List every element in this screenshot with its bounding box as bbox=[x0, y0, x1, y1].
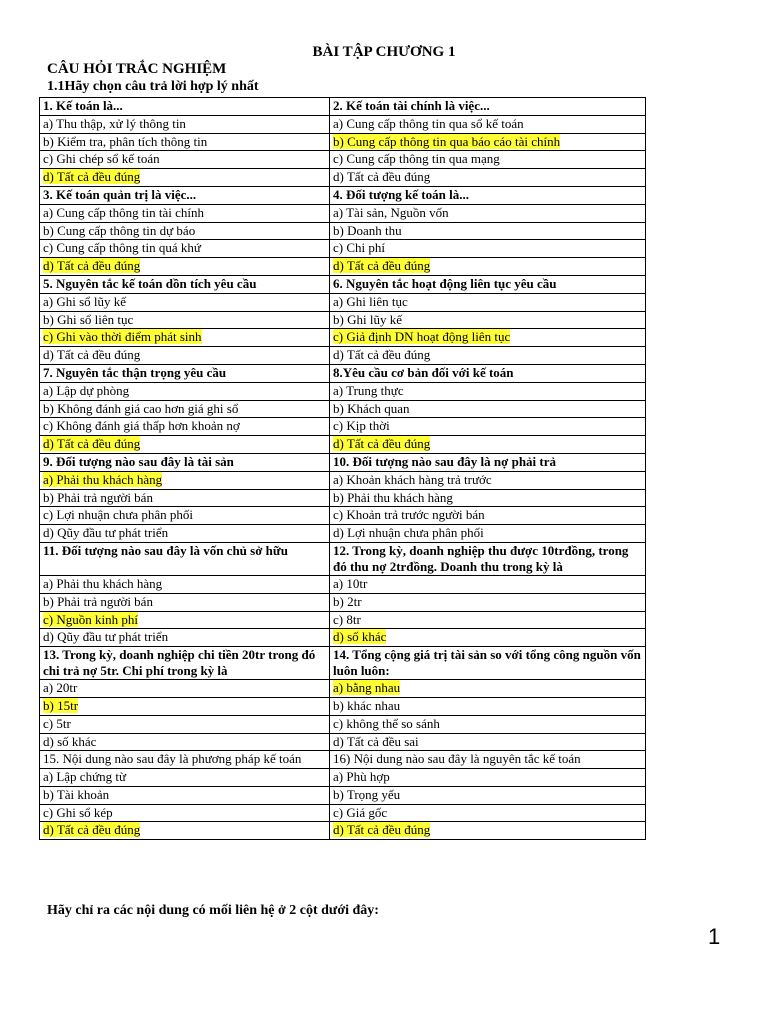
answer-row bbox=[40, 769, 646, 787]
answer-cell bbox=[330, 751, 646, 769]
answer-row bbox=[40, 629, 646, 647]
answer-cell bbox=[40, 680, 330, 698]
answer-row bbox=[40, 733, 646, 751]
answer-cell bbox=[40, 715, 330, 733]
answer-row bbox=[40, 751, 646, 769]
answer-cell bbox=[40, 471, 330, 489]
answer-text: a) Phù hợp bbox=[333, 769, 390, 785]
answer-text: b) Không đánh giá cao hơn giá ghi sổ bbox=[43, 400, 239, 416]
answer-cell bbox=[330, 169, 646, 187]
answer-cell bbox=[330, 400, 646, 418]
answer-cell bbox=[40, 169, 330, 187]
answer-row bbox=[40, 697, 646, 715]
section-subheading: 1.1Hãy chọn câu trả lời hợp lý nhất bbox=[47, 79, 259, 94]
answer-row bbox=[40, 382, 646, 400]
answer-row bbox=[40, 680, 646, 698]
answer-text: d) Tất cả đều đúng bbox=[43, 347, 141, 363]
answer-row bbox=[40, 715, 646, 733]
answer-text: a) Cung cấp thông tin qua sổ kế toán bbox=[333, 115, 524, 131]
highlighted-answer-text: d) Tất cả đều đúng bbox=[43, 169, 141, 185]
answer-text: b) Phải trả người bán bbox=[43, 593, 153, 609]
answer-row bbox=[40, 786, 646, 804]
answer-cell bbox=[330, 436, 646, 454]
answer-text: a) Khoản khách hàng trả trước bbox=[333, 471, 492, 487]
answer-text: a) Thu thập, xử lý thông tin bbox=[43, 115, 186, 131]
answer-row bbox=[40, 329, 646, 347]
answer-cell bbox=[40, 418, 330, 436]
answer-cell bbox=[330, 222, 646, 240]
answer-cell bbox=[40, 400, 330, 418]
question-row bbox=[40, 542, 646, 575]
answer-text: a) 10tr bbox=[333, 575, 368, 591]
question-cell bbox=[40, 453, 330, 471]
question-text: 9. Đối tượng nào sau đây là tài sản bbox=[43, 453, 234, 469]
answer-cell bbox=[40, 611, 330, 629]
answer-cell bbox=[40, 769, 330, 787]
question-text: 14. Tổng cộng giá trị tài sản so với tổng công nguồn vốn luôn luôn: bbox=[333, 647, 641, 679]
answer-text: d) số khác bbox=[43, 733, 97, 749]
answer-cell bbox=[330, 311, 646, 329]
highlighted-answer-text: d) Tất cả đều đúng bbox=[333, 822, 431, 838]
answer-cell bbox=[40, 489, 330, 507]
answer-cell bbox=[330, 347, 646, 365]
answer-cell bbox=[40, 311, 330, 329]
question-cell bbox=[330, 98, 646, 116]
answer-text: b) Phải trả người bán bbox=[43, 489, 153, 505]
highlighted-answer-text: d) Tất cả đều đúng bbox=[43, 258, 141, 274]
question-cell bbox=[40, 98, 330, 116]
answer-text: d) Tất cả đều sai bbox=[333, 733, 419, 749]
answer-cell bbox=[40, 804, 330, 822]
answer-cell bbox=[330, 525, 646, 543]
answer-row bbox=[40, 436, 646, 454]
answer-row bbox=[40, 151, 646, 169]
answer-row bbox=[40, 489, 646, 507]
answer-cell bbox=[40, 347, 330, 365]
answer-cell bbox=[330, 697, 646, 715]
answer-text: a) Phải thu khách hàng bbox=[43, 575, 163, 591]
answer-text: c) Lợi nhuận chưa phân phối bbox=[43, 507, 194, 523]
answer-cell bbox=[40, 204, 330, 222]
answer-cell bbox=[40, 525, 330, 543]
answer-cell bbox=[330, 471, 646, 489]
question-cell bbox=[330, 542, 646, 575]
answer-text: d) Lợi nhuận chưa phân phối bbox=[333, 525, 484, 541]
answer-cell bbox=[330, 258, 646, 276]
answer-row bbox=[40, 593, 646, 611]
answer-cell bbox=[330, 822, 646, 840]
question-text: 5. Nguyên tắc kế toán dồn tích yêu cầu bbox=[43, 275, 257, 291]
answer-cell bbox=[330, 329, 646, 347]
answer-cell bbox=[40, 507, 330, 525]
answer-text: b) Phải thu khách hàng bbox=[333, 489, 453, 505]
answer-text: b) Trọng yếu bbox=[333, 786, 401, 802]
question-cell bbox=[40, 186, 330, 204]
answer-text: c) Cung cấp thông tin qua mạng bbox=[333, 151, 500, 167]
answer-cell bbox=[40, 222, 330, 240]
highlighted-answer-text: d) Tất cả đều đúng bbox=[43, 822, 141, 838]
highlighted-answer-text: c) Nguồn kinh phí bbox=[43, 611, 138, 627]
answer-cell bbox=[40, 115, 330, 133]
answer-text: c) Giá gốc bbox=[333, 804, 388, 820]
answer-text: a) Lập chứng từ bbox=[43, 769, 127, 785]
answer-cell bbox=[330, 293, 646, 311]
highlighted-answer-text: d) Tất cả đều đúng bbox=[333, 258, 431, 274]
answer-text: a) Trung thực bbox=[333, 382, 404, 398]
answer-cell bbox=[40, 593, 330, 611]
answer-row bbox=[40, 169, 646, 187]
highlighted-answer-text: a) Phải thu khách hàng bbox=[43, 471, 163, 487]
answer-cell bbox=[330, 593, 646, 611]
answer-text: c) 5tr bbox=[43, 715, 71, 731]
answer-row bbox=[40, 525, 646, 543]
answer-cell bbox=[40, 786, 330, 804]
section-heading: CÂU HỎI TRẮC NGHIỆM bbox=[47, 61, 227, 77]
answer-text: d) Tất cả đều đúng bbox=[333, 169, 431, 185]
answer-cell bbox=[330, 204, 646, 222]
answer-text: b) Cung cấp thông tin dự báo bbox=[43, 222, 196, 238]
answer-cell bbox=[40, 575, 330, 593]
question-text: 10. Đối tượng nào sau đây là nợ phải trả bbox=[333, 453, 557, 469]
answer-cell bbox=[330, 769, 646, 787]
question-text: 11. Đối tượng nào sau đây là vốn chủ sở hữu bbox=[43, 542, 288, 558]
question-cell bbox=[330, 275, 646, 293]
answer-text: b) Khách quan bbox=[333, 400, 410, 416]
highlighted-answer-text: d) Tất cả đều đúng bbox=[333, 436, 431, 452]
question-text: 7. Nguyên tắc thận trọng yêu cầu bbox=[43, 364, 227, 380]
answer-row bbox=[40, 507, 646, 525]
question-cell bbox=[40, 542, 330, 575]
answer-cell bbox=[330, 575, 646, 593]
answer-text: a) Lập dự phòng bbox=[43, 382, 130, 398]
document-title: BÀI TẬP CHƯƠNG 1 bbox=[312, 44, 456, 60]
question-row bbox=[40, 186, 646, 204]
question-cell bbox=[40, 647, 330, 680]
answer-cell bbox=[40, 258, 330, 276]
answer-text: c) Kịp thời bbox=[333, 418, 390, 434]
answer-cell bbox=[40, 697, 330, 715]
question-text: 1. Kế toán là... bbox=[43, 98, 123, 113]
answer-cell bbox=[330, 629, 646, 647]
question-text: 13. Trong kỳ, doanh nghiệp chi tiền 20tr trong đó chi trả nợ 5tr. Chi phí trong kỳ là bbox=[43, 647, 316, 679]
question-row bbox=[40, 647, 646, 680]
answer-text: d) Qũy đầu tư phát triển bbox=[43, 629, 169, 645]
answer-text: b) khác nhau bbox=[333, 697, 401, 713]
highlighted-answer-text: b) Cung cấp thông tin qua báo cáo tài chính bbox=[333, 133, 561, 149]
answer-text: c) Khoản trả trước người bán bbox=[333, 507, 485, 523]
question-text: 2. Kế toán tài chính là việc... bbox=[333, 98, 490, 113]
answer-text: d) Qũy đầu tư phát triển bbox=[43, 525, 169, 541]
answer-row bbox=[40, 222, 646, 240]
answer-text: a) Ghi liên tục bbox=[333, 293, 408, 309]
answer-cell bbox=[40, 151, 330, 169]
highlighted-answer-text: c) Giả định DN hoạt động liên tục bbox=[333, 329, 511, 345]
question-cell bbox=[40, 364, 330, 382]
answer-row bbox=[40, 258, 646, 276]
answer-text: 15. Nội dung nào sau đây là phương pháp kế toán bbox=[43, 751, 302, 767]
answer-text: b) Ghi sổ liên tục bbox=[43, 311, 134, 327]
question-cell bbox=[330, 647, 646, 680]
highlighted-answer-text: d) số khác bbox=[333, 629, 387, 645]
question-row bbox=[40, 453, 646, 471]
answer-text: b) Ghi lũy kế bbox=[333, 311, 402, 327]
answer-text: c) Không đánh giá thấp hơn khoản nợ bbox=[43, 418, 240, 434]
answer-cell bbox=[40, 822, 330, 840]
answer-cell bbox=[330, 733, 646, 751]
answer-text: b) Doanh thu bbox=[333, 222, 402, 238]
answer-cell bbox=[40, 751, 330, 769]
question-row bbox=[40, 364, 646, 382]
answer-row bbox=[40, 575, 646, 593]
answer-row bbox=[40, 418, 646, 436]
answer-row bbox=[40, 400, 646, 418]
answer-text: c) 8tr bbox=[333, 611, 361, 627]
answer-cell bbox=[330, 611, 646, 629]
answer-row bbox=[40, 240, 646, 258]
answer-row bbox=[40, 293, 646, 311]
question-text: 3. Kế toán quản trị là việc... bbox=[43, 186, 197, 202]
answer-text: c) Ghi sổ kép bbox=[43, 804, 113, 820]
answer-cell bbox=[330, 115, 646, 133]
answer-row bbox=[40, 804, 646, 822]
answer-text: a) Cung cấp thông tin tài chính bbox=[43, 204, 205, 220]
answer-cell bbox=[40, 733, 330, 751]
answer-cell bbox=[330, 489, 646, 507]
answer-cell bbox=[330, 715, 646, 733]
question-text: 8.Yêu cầu cơ bản đối với kế toán bbox=[333, 364, 514, 380]
highlighted-answer-text: b) 15tr bbox=[43, 697, 79, 713]
question-row bbox=[40, 98, 646, 116]
question-cell bbox=[330, 364, 646, 382]
answer-cell bbox=[330, 507, 646, 525]
answer-cell bbox=[40, 629, 330, 647]
answer-cell bbox=[40, 382, 330, 400]
answer-cell bbox=[330, 133, 646, 151]
answer-cell bbox=[330, 382, 646, 400]
answer-cell bbox=[330, 804, 646, 822]
answer-row bbox=[40, 204, 646, 222]
answer-row bbox=[40, 311, 646, 329]
answer-cell bbox=[330, 680, 646, 698]
answer-cell bbox=[40, 329, 330, 347]
answer-text: a) Ghi sổ lũy kế bbox=[43, 293, 127, 309]
question-text: 12. Trong kỳ, doanh nghiệp thu được 10trđồng, trong đó thu nợ 2trđồng. Doanh thu trong kỳ là bbox=[333, 542, 629, 574]
answer-text: d) Tất cả đều đúng bbox=[333, 347, 431, 363]
question-row bbox=[40, 275, 646, 293]
answer-row bbox=[40, 822, 646, 840]
answer-cell bbox=[40, 436, 330, 454]
highlighted-answer-text: d) Tất cả đều đúng bbox=[43, 436, 141, 452]
answer-cell bbox=[330, 151, 646, 169]
question-cell bbox=[40, 275, 330, 293]
answer-text: b) Tài khoản bbox=[43, 786, 110, 802]
answer-cell bbox=[40, 133, 330, 151]
answer-text: a) 20tr bbox=[43, 680, 78, 696]
quiz-table-body bbox=[40, 98, 646, 840]
question-text: 6. Nguyên tắc hoạt động liên tục yêu cầu bbox=[333, 275, 557, 291]
answer-row bbox=[40, 471, 646, 489]
answer-text: c) Chi phí bbox=[333, 240, 385, 256]
highlighted-answer-text: c) Ghi vào thời điểm phát sinh bbox=[43, 329, 202, 345]
answer-text: b) 2tr bbox=[333, 593, 362, 609]
answer-row bbox=[40, 115, 646, 133]
quiz-table bbox=[39, 97, 646, 840]
answer-cell bbox=[330, 786, 646, 804]
answer-cell bbox=[40, 293, 330, 311]
answer-cell bbox=[330, 418, 646, 436]
highlighted-answer-text: a) bằng nhau bbox=[333, 680, 401, 696]
answer-text: c) Ghi chép sổ kế toán bbox=[43, 151, 160, 167]
answer-text: c) Cung cấp thông tin quá khứ bbox=[43, 240, 201, 256]
answer-text: 16) Nội dung nào sau đây là nguyên tắc kế toán bbox=[333, 751, 581, 767]
question-text: 4. Đối tượng kế toán là... bbox=[333, 186, 469, 202]
answer-cell bbox=[40, 240, 330, 258]
answer-text: c) không thể so sánh bbox=[333, 715, 440, 731]
question-cell bbox=[330, 453, 646, 471]
answer-cell bbox=[330, 240, 646, 258]
answer-row bbox=[40, 133, 646, 151]
page-number: 1 bbox=[708, 924, 721, 949]
matching-instruction: Hãy chỉ ra các nội dung có mối liên hệ ở 2 cột dưới đây: bbox=[47, 903, 379, 918]
answer-row bbox=[40, 347, 646, 365]
question-cell bbox=[330, 186, 646, 204]
answer-text: a) Tài sản, Nguồn vốn bbox=[333, 204, 449, 220]
answer-row bbox=[40, 611, 646, 629]
answer-text: b) Kiểm tra, phân tích thông tin bbox=[43, 133, 208, 149]
